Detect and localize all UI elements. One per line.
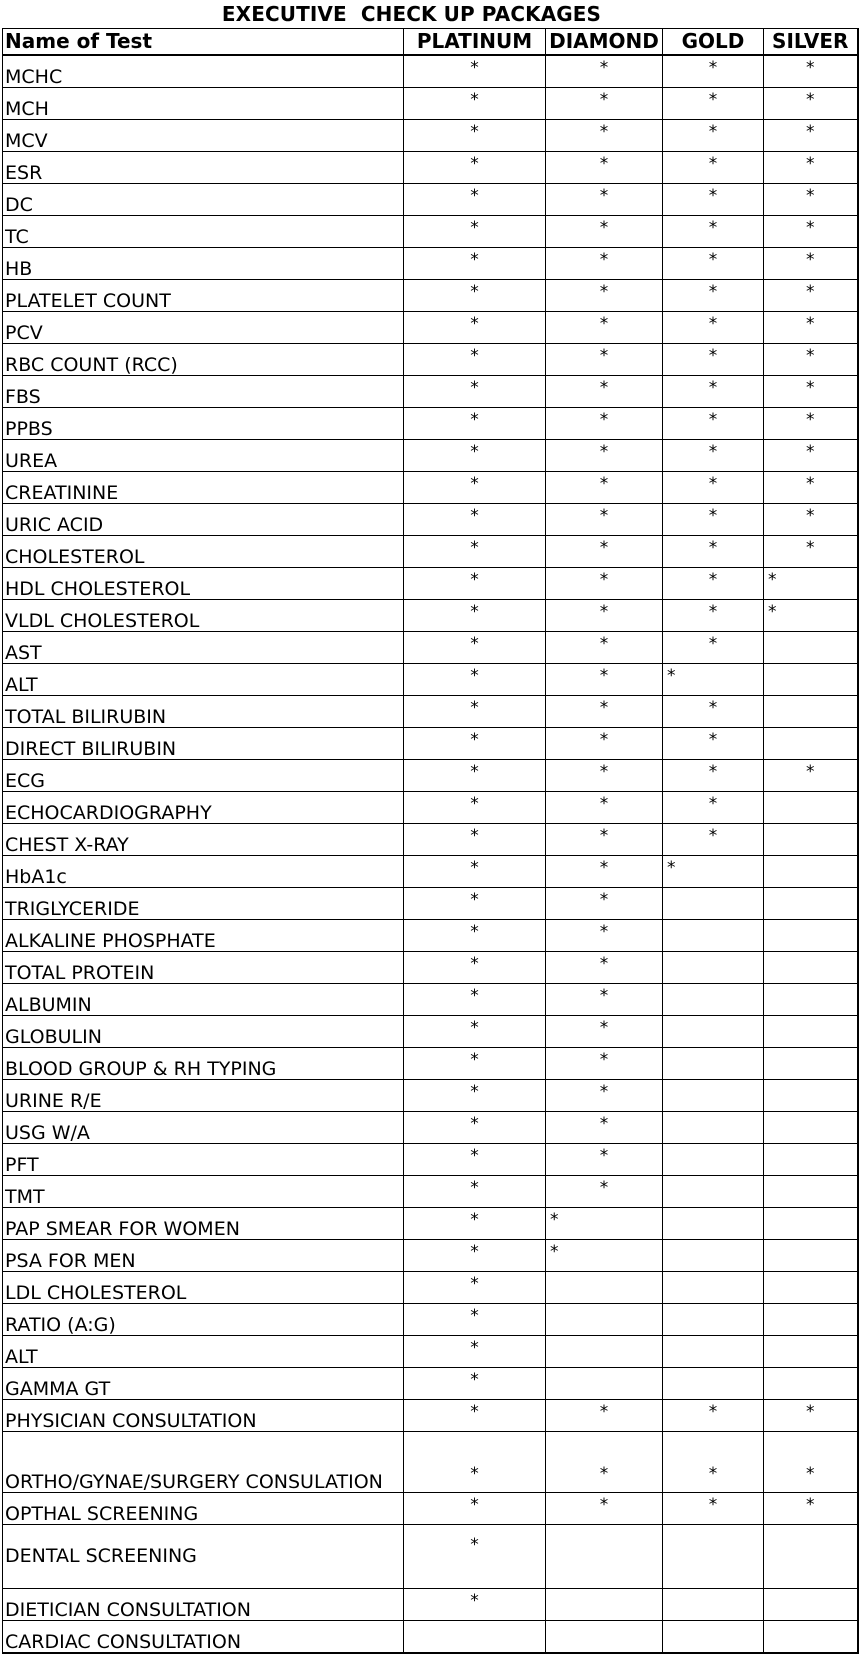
test-name-cell: PLATELET COUNT bbox=[3, 280, 404, 312]
silver-inclusion-cell bbox=[764, 1304, 858, 1336]
table-row bbox=[3, 376, 858, 408]
table-row bbox=[3, 888, 858, 920]
platinum-inclusion-cell: * bbox=[404, 632, 546, 664]
gold-inclusion-cell bbox=[663, 1240, 764, 1272]
table-row bbox=[3, 344, 858, 376]
platinum-inclusion-cell: * bbox=[404, 568, 546, 600]
diamond-inclusion-cell: * bbox=[546, 1208, 663, 1240]
diamond-inclusion-cell: * bbox=[546, 376, 663, 408]
table-row bbox=[3, 1208, 858, 1240]
silver-inclusion-cell bbox=[764, 1621, 858, 1654]
diamond-inclusion-cell: * bbox=[546, 55, 663, 88]
table-row bbox=[3, 408, 858, 440]
test-name-cell: TMT bbox=[3, 1176, 404, 1208]
table-row bbox=[3, 152, 858, 184]
platinum-inclusion-cell: * bbox=[404, 600, 546, 632]
diamond-inclusion-cell: * bbox=[546, 952, 663, 984]
diamond-inclusion-cell: * bbox=[546, 1112, 663, 1144]
gold-inclusion-cell bbox=[663, 920, 764, 952]
silver-inclusion-cell bbox=[764, 952, 858, 984]
table-row bbox=[3, 120, 858, 152]
platinum-inclusion-cell: * bbox=[404, 1432, 546, 1493]
table-row bbox=[3, 1400, 858, 1432]
silver-inclusion-cell: * bbox=[764, 472, 858, 504]
diamond-inclusion-cell: * bbox=[546, 632, 663, 664]
platinum-inclusion-cell: * bbox=[404, 1048, 546, 1080]
gold-inclusion-cell: * bbox=[663, 1400, 764, 1432]
silver-inclusion-cell bbox=[764, 888, 858, 920]
silver-inclusion-cell: * bbox=[764, 600, 858, 632]
platinum-inclusion-cell: * bbox=[404, 952, 546, 984]
diamond-inclusion-cell bbox=[546, 1525, 663, 1589]
silver-inclusion-cell: * bbox=[764, 216, 858, 248]
test-name-cell: ALT bbox=[3, 1336, 404, 1368]
platinum-inclusion-cell: * bbox=[404, 824, 546, 856]
table-row bbox=[3, 248, 858, 280]
diamond-inclusion-cell: * bbox=[546, 792, 663, 824]
table-row bbox=[3, 824, 858, 856]
test-name-cell: ALBUMIN bbox=[3, 984, 404, 1016]
platinum-inclusion-cell: * bbox=[404, 760, 546, 792]
silver-inclusion-cell: * bbox=[764, 280, 858, 312]
platinum-inclusion-cell: * bbox=[404, 376, 546, 408]
platinum-inclusion-cell: * bbox=[404, 1144, 546, 1176]
table-row bbox=[3, 1493, 858, 1525]
column-header-name-of-test: Name of Test bbox=[3, 29, 404, 56]
test-name-cell: DIETICIAN CONSULTATION bbox=[3, 1589, 404, 1621]
gold-inclusion-cell: * bbox=[663, 760, 764, 792]
gold-inclusion-cell bbox=[663, 1080, 764, 1112]
platinum-inclusion-cell: * bbox=[404, 984, 546, 1016]
table-row bbox=[3, 728, 858, 760]
test-name-cell: ESR bbox=[3, 152, 404, 184]
test-name-cell: CHEST X-RAY bbox=[3, 824, 404, 856]
silver-inclusion-cell: * bbox=[764, 760, 858, 792]
silver-inclusion-cell: * bbox=[764, 248, 858, 280]
platinum-inclusion-cell: * bbox=[404, 664, 546, 696]
column-header-silver: SILVER bbox=[764, 29, 858, 56]
diamond-inclusion-cell bbox=[546, 1272, 663, 1304]
test-name-cell: CREATININE bbox=[3, 472, 404, 504]
platinum-inclusion-cell: * bbox=[404, 1400, 546, 1432]
gold-inclusion-cell: * bbox=[663, 440, 764, 472]
column-header-platinum: PLATINUM bbox=[404, 29, 546, 56]
diamond-inclusion-cell: * bbox=[546, 1240, 663, 1272]
gold-inclusion-cell: * bbox=[663, 408, 764, 440]
table-row bbox=[3, 1272, 858, 1304]
test-name-cell: VLDL CHOLESTEROL bbox=[3, 600, 404, 632]
gold-inclusion-cell bbox=[663, 888, 764, 920]
silver-inclusion-cell: * bbox=[764, 88, 858, 120]
test-name-cell: LDL CHOLESTEROL bbox=[3, 1272, 404, 1304]
test-name-cell: ORTHO/GYNAE/SURGERY CONSULATION bbox=[3, 1432, 404, 1493]
gold-inclusion-cell: * bbox=[663, 696, 764, 728]
test-name-cell: MCHC bbox=[3, 55, 404, 88]
platinum-inclusion-cell bbox=[404, 1621, 546, 1654]
silver-inclusion-cell bbox=[764, 1240, 858, 1272]
test-name-cell: PSA FOR MEN bbox=[3, 1240, 404, 1272]
silver-inclusion-cell bbox=[764, 984, 858, 1016]
test-name-cell: RBC COUNT (RCC) bbox=[3, 344, 404, 376]
silver-inclusion-cell bbox=[764, 1272, 858, 1304]
test-name-cell: TOTAL PROTEIN bbox=[3, 952, 404, 984]
packages-table bbox=[2, 28, 859, 1654]
test-name-cell: ALKALINE PHOSPHATE bbox=[3, 920, 404, 952]
diamond-inclusion-cell: * bbox=[546, 504, 663, 536]
platinum-inclusion-cell: * bbox=[404, 920, 546, 952]
platinum-inclusion-cell: * bbox=[404, 440, 546, 472]
gold-inclusion-cell bbox=[663, 1016, 764, 1048]
platinum-inclusion-cell: * bbox=[404, 472, 546, 504]
diamond-inclusion-cell bbox=[546, 1589, 663, 1621]
diamond-inclusion-cell bbox=[546, 1621, 663, 1654]
test-name-cell: PHYSICIAN CONSULTATION bbox=[3, 1400, 404, 1432]
table-row bbox=[3, 1336, 858, 1368]
gold-inclusion-cell: * bbox=[663, 824, 764, 856]
gold-inclusion-cell bbox=[663, 984, 764, 1016]
silver-inclusion-cell bbox=[764, 728, 858, 760]
silver-inclusion-cell: * bbox=[764, 536, 858, 568]
platinum-inclusion-cell: * bbox=[404, 312, 546, 344]
test-name-cell: OPTHAL SCREENING bbox=[3, 1493, 404, 1525]
test-name-cell: TC bbox=[3, 216, 404, 248]
platinum-inclusion-cell: * bbox=[404, 856, 546, 888]
diamond-inclusion-cell: * bbox=[546, 1144, 663, 1176]
header-row bbox=[3, 29, 858, 56]
silver-inclusion-cell bbox=[764, 1525, 858, 1589]
platinum-inclusion-cell: * bbox=[404, 1176, 546, 1208]
gold-inclusion-cell bbox=[663, 1112, 764, 1144]
test-name-cell: URINE R/E bbox=[3, 1080, 404, 1112]
gold-inclusion-cell bbox=[663, 1336, 764, 1368]
gold-inclusion-cell bbox=[663, 1621, 764, 1654]
test-name-cell: MCH bbox=[3, 88, 404, 120]
silver-inclusion-cell: * bbox=[764, 1400, 858, 1432]
diamond-inclusion-cell: * bbox=[546, 152, 663, 184]
diamond-inclusion-cell: * bbox=[546, 568, 663, 600]
gold-inclusion-cell: * bbox=[663, 472, 764, 504]
table-row bbox=[3, 856, 858, 888]
platinum-inclusion-cell: * bbox=[404, 728, 546, 760]
test-name-cell: USG W/A bbox=[3, 1112, 404, 1144]
table-row bbox=[3, 1240, 858, 1272]
diamond-inclusion-cell: * bbox=[546, 248, 663, 280]
table-row bbox=[3, 760, 858, 792]
table-row bbox=[3, 440, 858, 472]
gold-inclusion-cell bbox=[663, 1144, 764, 1176]
silver-inclusion-cell: * bbox=[764, 568, 858, 600]
diamond-inclusion-cell: * bbox=[546, 856, 663, 888]
test-name-cell: ECG bbox=[3, 760, 404, 792]
test-name-cell: AST bbox=[3, 632, 404, 664]
platinum-inclusion-cell: * bbox=[404, 152, 546, 184]
gold-inclusion-cell: * bbox=[663, 152, 764, 184]
test-name-cell: PAP SMEAR FOR WOMEN bbox=[3, 1208, 404, 1240]
silver-inclusion-cell bbox=[764, 1080, 858, 1112]
platinum-inclusion-cell: * bbox=[404, 1336, 546, 1368]
table-row bbox=[3, 536, 858, 568]
table-row bbox=[3, 1048, 858, 1080]
table-row bbox=[3, 696, 858, 728]
test-name-cell: RATIO (A:G) bbox=[3, 1304, 404, 1336]
silver-inclusion-cell bbox=[764, 696, 858, 728]
diamond-inclusion-cell: * bbox=[546, 1048, 663, 1080]
diamond-inclusion-cell: * bbox=[546, 1080, 663, 1112]
test-name-cell: GAMMA GT bbox=[3, 1368, 404, 1400]
platinum-inclusion-cell: * bbox=[404, 696, 546, 728]
table-row bbox=[3, 1589, 858, 1621]
test-name-cell: PPBS bbox=[3, 408, 404, 440]
diamond-inclusion-cell: * bbox=[546, 1016, 663, 1048]
table-row bbox=[3, 984, 858, 1016]
platinum-inclusion-cell: * bbox=[404, 55, 546, 88]
silver-inclusion-cell bbox=[764, 1589, 858, 1621]
silver-inclusion-cell bbox=[764, 1368, 858, 1400]
silver-inclusion-cell bbox=[764, 1144, 858, 1176]
table-body bbox=[3, 55, 858, 1653]
test-name-cell: CARDIAC CONSULTATION bbox=[3, 1621, 404, 1654]
silver-inclusion-cell: * bbox=[764, 408, 858, 440]
platinum-inclusion-cell: * bbox=[404, 1589, 546, 1621]
silver-inclusion-cell: * bbox=[764, 1493, 858, 1525]
gold-inclusion-cell: * bbox=[663, 184, 764, 216]
table-row bbox=[3, 952, 858, 984]
silver-inclusion-cell bbox=[764, 1176, 858, 1208]
table-row bbox=[3, 1304, 858, 1336]
gold-inclusion-cell bbox=[663, 1176, 764, 1208]
gold-inclusion-cell: * bbox=[663, 88, 764, 120]
gold-inclusion-cell: * bbox=[663, 568, 764, 600]
platinum-inclusion-cell: * bbox=[404, 1240, 546, 1272]
diamond-inclusion-cell: * bbox=[546, 312, 663, 344]
silver-inclusion-cell: * bbox=[764, 120, 858, 152]
diamond-inclusion-cell: * bbox=[546, 920, 663, 952]
test-name-cell: TOTAL BILIRUBIN bbox=[3, 696, 404, 728]
silver-inclusion-cell: * bbox=[764, 312, 858, 344]
diamond-inclusion-cell: * bbox=[546, 88, 663, 120]
platinum-inclusion-cell: * bbox=[404, 1493, 546, 1525]
table-row bbox=[3, 280, 858, 312]
test-name-cell: ECHOCARDIOGRAPHY bbox=[3, 792, 404, 824]
gold-inclusion-cell: * bbox=[663, 280, 764, 312]
test-name-cell: HB bbox=[3, 248, 404, 280]
silver-inclusion-cell bbox=[764, 1336, 858, 1368]
test-name-cell: DENTAL SCREENING bbox=[3, 1525, 404, 1589]
silver-inclusion-cell: * bbox=[764, 440, 858, 472]
gold-inclusion-cell: * bbox=[663, 536, 764, 568]
gold-inclusion-cell: * bbox=[663, 600, 764, 632]
test-name-cell: DC bbox=[3, 184, 404, 216]
table-row bbox=[3, 472, 858, 504]
platinum-inclusion-cell: * bbox=[404, 280, 546, 312]
table-row bbox=[3, 568, 858, 600]
platinum-inclusion-cell: * bbox=[404, 1080, 546, 1112]
column-header-diamond: DIAMOND bbox=[546, 29, 663, 56]
table-row bbox=[3, 216, 858, 248]
platinum-inclusion-cell: * bbox=[404, 1016, 546, 1048]
gold-inclusion-cell bbox=[663, 1304, 764, 1336]
sheet-title: EXECUTIVE CHECK UP PACKAGES bbox=[221, 2, 602, 26]
silver-inclusion-cell bbox=[764, 1208, 858, 1240]
diamond-inclusion-cell: * bbox=[546, 1176, 663, 1208]
silver-inclusion-cell: * bbox=[764, 504, 858, 536]
gold-inclusion-cell bbox=[663, 1589, 764, 1621]
platinum-inclusion-cell: * bbox=[404, 504, 546, 536]
diamond-inclusion-cell bbox=[546, 1368, 663, 1400]
platinum-inclusion-cell: * bbox=[404, 1272, 546, 1304]
table-row bbox=[3, 920, 858, 952]
diamond-inclusion-cell: * bbox=[546, 536, 663, 568]
platinum-inclusion-cell: * bbox=[404, 120, 546, 152]
table-row bbox=[3, 1432, 858, 1493]
gold-inclusion-cell: * bbox=[663, 216, 764, 248]
diamond-inclusion-cell: * bbox=[546, 216, 663, 248]
table-row bbox=[3, 1016, 858, 1048]
table-row bbox=[3, 664, 858, 696]
gold-inclusion-cell bbox=[663, 1368, 764, 1400]
silver-inclusion-cell: * bbox=[764, 55, 858, 88]
platinum-inclusion-cell: * bbox=[404, 1112, 546, 1144]
platinum-inclusion-cell: * bbox=[404, 408, 546, 440]
diamond-inclusion-cell: * bbox=[546, 696, 663, 728]
test-name-cell: DIRECT BILIRUBIN bbox=[3, 728, 404, 760]
test-name-cell: HbA1c bbox=[3, 856, 404, 888]
silver-inclusion-cell: * bbox=[764, 152, 858, 184]
gold-inclusion-cell: * bbox=[663, 664, 764, 696]
diamond-inclusion-cell: * bbox=[546, 1400, 663, 1432]
test-name-cell: MCV bbox=[3, 120, 404, 152]
column-header-gold: GOLD bbox=[663, 29, 764, 56]
silver-inclusion-cell: * bbox=[764, 344, 858, 376]
silver-inclusion-cell: * bbox=[764, 1432, 858, 1493]
table-row bbox=[3, 1368, 858, 1400]
platinum-inclusion-cell: * bbox=[404, 536, 546, 568]
table-row bbox=[3, 88, 858, 120]
diamond-inclusion-cell: * bbox=[546, 1432, 663, 1493]
test-name-cell: HDL CHOLESTEROL bbox=[3, 568, 404, 600]
diamond-inclusion-cell: * bbox=[546, 440, 663, 472]
platinum-inclusion-cell: * bbox=[404, 184, 546, 216]
silver-inclusion-cell bbox=[764, 1112, 858, 1144]
platinum-inclusion-cell: * bbox=[404, 792, 546, 824]
test-name-cell: PFT bbox=[3, 1144, 404, 1176]
silver-inclusion-cell bbox=[764, 1048, 858, 1080]
gold-inclusion-cell: * bbox=[663, 632, 764, 664]
test-name-cell: URIC ACID bbox=[3, 504, 404, 536]
diamond-inclusion-cell: * bbox=[546, 824, 663, 856]
table-row bbox=[3, 55, 858, 88]
test-name-cell: UREA bbox=[3, 440, 404, 472]
diamond-inclusion-cell: * bbox=[546, 760, 663, 792]
gold-inclusion-cell: * bbox=[663, 504, 764, 536]
table-row bbox=[3, 1176, 858, 1208]
gold-inclusion-cell bbox=[663, 1048, 764, 1080]
test-name-cell: BLOOD GROUP & RH TYPING bbox=[3, 1048, 404, 1080]
gold-inclusion-cell: * bbox=[663, 55, 764, 88]
diamond-inclusion-cell: * bbox=[546, 120, 663, 152]
diamond-inclusion-cell: * bbox=[546, 472, 663, 504]
silver-inclusion-cell: * bbox=[764, 376, 858, 408]
table-row bbox=[3, 1525, 858, 1589]
gold-inclusion-cell: * bbox=[663, 792, 764, 824]
diamond-inclusion-cell bbox=[546, 1336, 663, 1368]
test-name-cell: CHOLESTEROL bbox=[3, 536, 404, 568]
gold-inclusion-cell: * bbox=[663, 248, 764, 280]
gold-inclusion-cell: * bbox=[663, 728, 764, 760]
table-row bbox=[3, 1621, 858, 1654]
gold-inclusion-cell: * bbox=[663, 312, 764, 344]
gold-inclusion-cell: * bbox=[663, 1493, 764, 1525]
silver-inclusion-cell bbox=[764, 792, 858, 824]
gold-inclusion-cell bbox=[663, 1272, 764, 1304]
silver-inclusion-cell bbox=[764, 856, 858, 888]
gold-inclusion-cell bbox=[663, 952, 764, 984]
table-row bbox=[3, 504, 858, 536]
test-name-cell: GLOBULIN bbox=[3, 1016, 404, 1048]
diamond-inclusion-cell: * bbox=[546, 888, 663, 920]
table-row bbox=[3, 1080, 858, 1112]
diamond-inclusion-cell: * bbox=[546, 280, 663, 312]
diamond-inclusion-cell: * bbox=[546, 664, 663, 696]
platinum-inclusion-cell: * bbox=[404, 1304, 546, 1336]
diamond-inclusion-cell: * bbox=[546, 184, 663, 216]
diamond-inclusion-cell: * bbox=[546, 728, 663, 760]
platinum-inclusion-cell: * bbox=[404, 1368, 546, 1400]
diamond-inclusion-cell: * bbox=[546, 344, 663, 376]
silver-inclusion-cell bbox=[764, 664, 858, 696]
platinum-inclusion-cell: * bbox=[404, 1525, 546, 1589]
table-row bbox=[3, 1144, 858, 1176]
diamond-inclusion-cell: * bbox=[546, 984, 663, 1016]
table-row bbox=[3, 600, 858, 632]
silver-inclusion-cell: * bbox=[764, 184, 858, 216]
silver-inclusion-cell bbox=[764, 920, 858, 952]
diamond-inclusion-cell bbox=[546, 1304, 663, 1336]
silver-inclusion-cell bbox=[764, 824, 858, 856]
platinum-inclusion-cell: * bbox=[404, 248, 546, 280]
diamond-inclusion-cell: * bbox=[546, 408, 663, 440]
gold-inclusion-cell: * bbox=[663, 344, 764, 376]
platinum-inclusion-cell: * bbox=[404, 888, 546, 920]
gold-inclusion-cell: * bbox=[663, 1432, 764, 1493]
platinum-inclusion-cell: * bbox=[404, 216, 546, 248]
table-row bbox=[3, 184, 858, 216]
test-name-cell: ALT bbox=[3, 664, 404, 696]
table-row bbox=[3, 792, 858, 824]
table-row bbox=[3, 632, 858, 664]
diamond-inclusion-cell: * bbox=[546, 600, 663, 632]
table-row bbox=[3, 312, 858, 344]
gold-inclusion-cell bbox=[663, 1525, 764, 1589]
gold-inclusion-cell: * bbox=[663, 856, 764, 888]
platinum-inclusion-cell: * bbox=[404, 1208, 546, 1240]
test-name-cell: PCV bbox=[3, 312, 404, 344]
silver-inclusion-cell bbox=[764, 1016, 858, 1048]
test-name-cell: FBS bbox=[3, 376, 404, 408]
test-name-cell: TRIGLYCERIDE bbox=[3, 888, 404, 920]
gold-inclusion-cell: * bbox=[663, 376, 764, 408]
diamond-inclusion-cell: * bbox=[546, 1493, 663, 1525]
gold-inclusion-cell: * bbox=[663, 120, 764, 152]
platinum-inclusion-cell: * bbox=[404, 344, 546, 376]
table-row bbox=[3, 1112, 858, 1144]
platinum-inclusion-cell: * bbox=[404, 88, 546, 120]
gold-inclusion-cell bbox=[663, 1208, 764, 1240]
silver-inclusion-cell bbox=[764, 632, 858, 664]
